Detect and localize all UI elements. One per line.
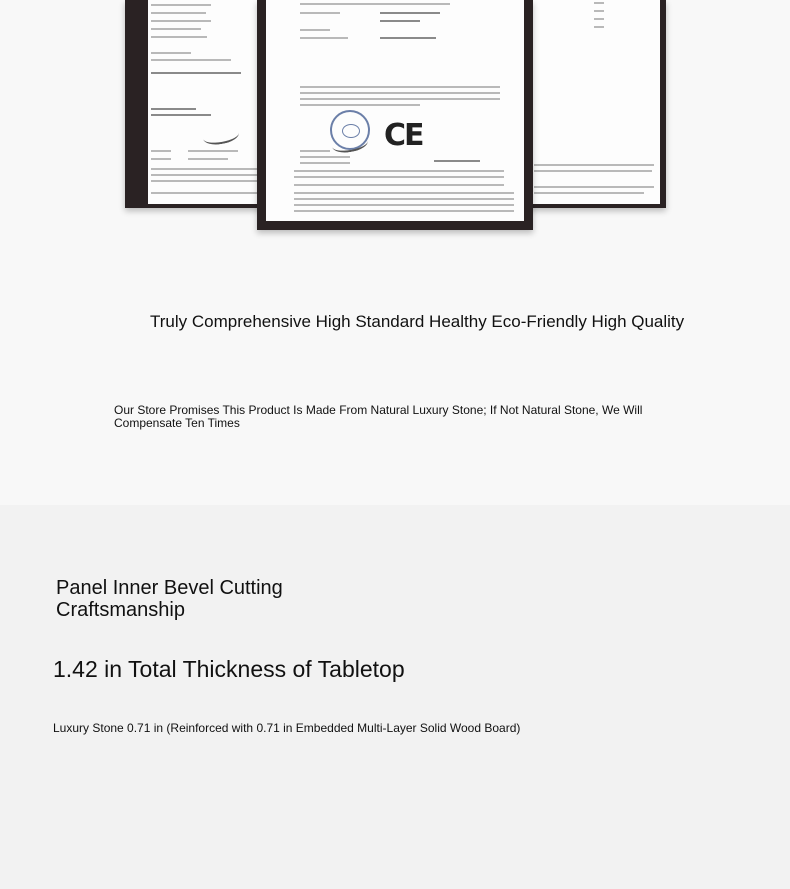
tabletop-thickness-title: 1.42 in Total Thickness of Tabletop — [53, 656, 405, 682]
certificate-paper-right — [530, 0, 660, 204]
tabletop-thickness-detail: Luxury Stone 0.71 in (Reinforced with 0.71 in Embedded Multi-Layer Solid Wood Board) — [53, 721, 521, 735]
certificate-frame-right — [528, 0, 666, 208]
certificate-paper-center — [266, 0, 524, 221]
tabletop-details-section — [0, 505, 790, 889]
quality-headline: Truly Comprehensive High Standard Healthy Eco-Friendly High Quality — [150, 312, 685, 331]
panel-bevel-title: Panel Inner Bevel Cutting Craftsmanship — [56, 577, 283, 621]
ce-mark-icon: CE — [384, 118, 423, 153]
store-promise-text: Our Store Promises This Product Is Made From Natural Luxury Stone; If Not Natural Stone, We Will Compensate Ten Times — [114, 403, 643, 430]
certificate-frame-center — [257, 0, 533, 230]
